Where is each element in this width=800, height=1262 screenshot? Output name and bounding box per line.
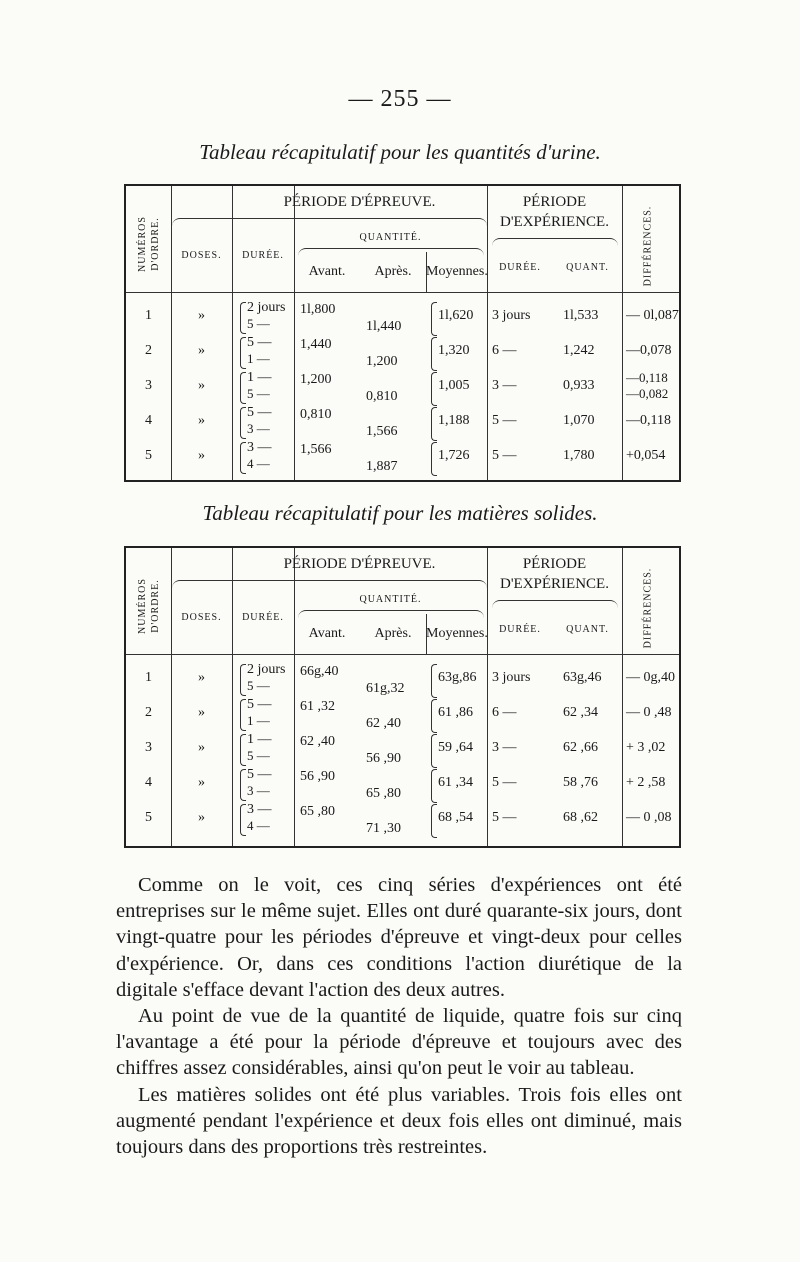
- table2-row-2-dose: »: [198, 705, 205, 720]
- table1-row-1-num: 1: [145, 308, 152, 323]
- paragraph-3: Les matières solides ont été plus variables. Trois fois elles ont augmenté pendant l'expérience et deux fois elles ont diminué, mais toujours dans des proportions très restreintes.: [116, 1083, 682, 1159]
- table2-row-3-exp-quant: 62 ,66: [563, 740, 598, 755]
- table1-col-line-1: [232, 186, 233, 480]
- table1-numeros-ordre-line: D'ORDRE.: [150, 216, 161, 271]
- table2-quantite-header: QUANTITÉ.: [359, 594, 422, 605]
- page-number: — 255 —: [348, 86, 452, 112]
- table1-row-5-exp-duree: 5 —: [492, 448, 517, 463]
- table2-row-2-avant: 61 ,32: [300, 699, 335, 714]
- table1-doses-header: DOSES.: [181, 250, 222, 261]
- table1-row-4-duree-bracket: [240, 407, 246, 439]
- table1-quantite-brace: [298, 248, 484, 257]
- table1-numeros-ordre-line: NUMÉROS: [137, 215, 148, 272]
- table1-apres-header: Après.: [374, 264, 412, 279]
- table2-row-3-moyenne-bracket: [431, 734, 437, 768]
- table2-row-2-exp-quant: 62 ,34: [563, 705, 598, 720]
- table2-row-2-moyenne-bracket: [431, 699, 437, 733]
- table1-row-1-dose: »: [198, 308, 205, 323]
- table2-row-1-dose: »: [198, 670, 205, 685]
- table1-row-2-diff: —0,078: [626, 343, 672, 358]
- table2-numeros-ordre-line: NUMÉROS: [137, 577, 148, 634]
- table1-row-2-apres: 1,200: [366, 354, 398, 369]
- table1-avant-header: Avant.: [308, 264, 346, 279]
- table2-row-4-apres: 65 ,80: [366, 786, 401, 801]
- table1-row-5-dose: »: [198, 448, 205, 463]
- table2-periode-experience-brace: [492, 600, 618, 609]
- table2-solid-matter: [124, 546, 681, 848]
- table1-row-4-dose: »: [198, 413, 205, 428]
- table1-periode-experience-header: [487, 192, 622, 232]
- table1-row-1-duree-b: 5 —: [247, 316, 270, 331]
- table2-row-3-moyenne: 59 ,64: [438, 740, 473, 755]
- table1-moyennes-header: Moyennes.: [426, 264, 488, 279]
- table1-periode-epreuve-header: PÉRIODE D'ÉPREUVE.: [283, 194, 436, 210]
- table2-row-3-exp-duree: 3 —: [492, 740, 517, 755]
- table1-row-3-diff-a: —0,118: [626, 370, 668, 385]
- table1-row-1-duree-a: 2 jours: [247, 300, 286, 315]
- table2-row-5-dose: »: [198, 810, 205, 825]
- table1-row-5-diff: +0,054: [626, 448, 666, 463]
- table1-row-5-duree-b: 4 —: [247, 456, 270, 471]
- table2-row-1-apres: 61g,32: [366, 681, 405, 696]
- table2-row-1-moyenne-bracket: [431, 664, 437, 698]
- table2-row-2-duree-a: 5 —: [247, 697, 272, 712]
- table2-avant-header: Avant.: [308, 626, 346, 641]
- table1-row-1-moyenne: 1l,620: [438, 308, 474, 323]
- table1-row-4-num: 4: [145, 413, 152, 428]
- table2-row-5-apres: 71 ,30: [366, 821, 401, 836]
- table2-row-1-duree-bracket: [240, 664, 246, 696]
- table2-duree-header: DURÉE.: [242, 612, 284, 623]
- table2-row-1-diff: — 0g,40: [626, 670, 675, 685]
- table1-row-5-moyenne: 1,726: [438, 448, 470, 463]
- table1-quantite-header: QUANTITÉ.: [359, 232, 422, 243]
- table2-periode-experience-line: PÉRIODE: [522, 556, 587, 572]
- table2-row-5-num: 5: [145, 810, 152, 825]
- table1-row-3-duree-bracket: [240, 372, 246, 404]
- table1-row-5-num: 5: [145, 448, 152, 463]
- table2-differences-header: [619, 558, 677, 658]
- table1-periode-experience-brace: [492, 238, 618, 247]
- table2-row-2-exp-duree: 6 —: [492, 705, 517, 720]
- table2-row-3-duree-a: 1 —: [247, 732, 272, 747]
- table2-row-3-num: 3: [145, 740, 152, 755]
- table1-differences-header: [619, 196, 677, 296]
- table1-duree-header: DURÉE.: [242, 250, 284, 261]
- table1-row-3-moyenne-bracket: [431, 372, 437, 406]
- table1-row-1-exp-quant: 1l,533: [563, 308, 599, 323]
- table2-row-5-duree-bracket: [240, 804, 246, 836]
- table1-row-2-exp-quant: 1,242: [563, 343, 595, 358]
- table2-exp-quant-header: QUANT.: [566, 624, 609, 635]
- table2-row-5-moyenne-bracket: [431, 804, 437, 838]
- table2-row-3-avant: 62 ,40: [300, 734, 335, 749]
- table1-row-5-duree-bracket: [240, 442, 246, 474]
- table2-exp-duree-header: DURÉE.: [499, 624, 541, 635]
- table1-differences-label: DIFFÉRENCES.: [642, 205, 654, 287]
- table1-row-2-duree-bracket: [240, 337, 246, 369]
- table2-numeros-ordre-header: [128, 558, 170, 653]
- table2-row-4-duree-a: 5 —: [247, 767, 272, 782]
- table2-row-5-diff: — 0 ,08: [626, 810, 672, 825]
- table2-moyennes-header: Moyennes.: [426, 626, 488, 641]
- table1-row-3-apres: 0,810: [366, 389, 398, 404]
- table1-row-4-exp-quant: 1,070: [563, 413, 595, 428]
- table1-row-4-avant: 0,810: [300, 407, 332, 422]
- table1-row-1-apres: 1l,440: [366, 319, 402, 334]
- table2-col-line-1: [232, 548, 233, 846]
- table1-row-4-moyenne: 1,188: [438, 413, 470, 428]
- table2-doses-header: DOSES.: [181, 612, 222, 623]
- paragraph-1: Comme on le voit, ces cinq séries d'expériences ont été entreprises sur le même sujet. Elles ont duré quarante-six jours, dont vingt-quatre pour les périodes d'épreuve et vingt-deux pour celles d'expérience. Or, dans ces conditions l'action diurétique de la digitale s'efface devant l'action des deux autres.: [116, 874, 682, 1001]
- table2-row-3-dose: »: [198, 740, 205, 755]
- table2-row-1-num: 1: [145, 670, 152, 685]
- table1-row-3-moyenne: 1,005: [438, 378, 470, 393]
- table2-row-3-diff: + 3 ,02: [626, 740, 666, 755]
- table2-row-2-duree-bracket: [240, 699, 246, 731]
- table2-differences-label: DIFFÉRENCES.: [642, 567, 654, 649]
- table2-header-rule: [126, 654, 679, 655]
- table2-col-line-0: [171, 548, 172, 846]
- table2-row-1-duree-b: 5 —: [247, 678, 270, 693]
- table2-row-2-diff: — 0 ,48: [626, 705, 672, 720]
- table1-col-line-0: [171, 186, 172, 480]
- table1-periode-experience-line: PÉRIODE: [522, 194, 587, 210]
- table1-row-1-duree-bracket: [240, 302, 246, 334]
- table2-row-4-moyenne: 61 ,34: [438, 775, 473, 790]
- table2-row-3-duree-bracket: [240, 734, 246, 766]
- table1-row-3-duree-a: 1 —: [247, 370, 272, 385]
- table2-periode-epreuve-brace: [172, 580, 487, 589]
- table2-row-4-duree-b: 3 —: [247, 783, 270, 798]
- table2-row-1-duree-a: 2 jours: [247, 662, 286, 677]
- table2-row-4-avant: 56 ,90: [300, 769, 335, 784]
- table1-row-3-dose: »: [198, 378, 205, 393]
- table1-row-5-apres: 1,887: [366, 459, 398, 474]
- table1-row-2-duree-b: 1 —: [247, 351, 270, 366]
- table1-row-2-num: 2: [145, 343, 152, 358]
- paragraph-2: Au point de vue de la quantité de liquide, quatre fois sur cinq l'avantage a été pour la période d'épreuve et toujours avec des chiffres assez considérables, ainsi qu'on peut le voir au tableau.: [116, 1005, 682, 1080]
- table2-row-4-duree-bracket: [240, 769, 246, 801]
- table2-row-1-exp-duree: 3 jours: [492, 670, 531, 685]
- table1-row-3-avant: 1,200: [300, 372, 332, 387]
- table2-col-line-2: [294, 548, 295, 846]
- table1-col-line-2: [294, 186, 295, 480]
- table1-row-4-exp-duree: 5 —: [492, 413, 517, 428]
- table2-row-5-duree-b: 4 —: [247, 818, 270, 833]
- table1-row-3-exp-duree: 3 —: [492, 378, 517, 393]
- table1-row-2-exp-duree: 6 —: [492, 343, 517, 358]
- table1-row-2-dose: »: [198, 343, 205, 358]
- table1-numeros-ordre-label: [136, 216, 162, 272]
- table2-row-2-apres: 62 ,40: [366, 716, 401, 731]
- table1-row-4-duree-a: 5 —: [247, 405, 272, 420]
- table1-row-5-moyenne-bracket: [431, 442, 437, 476]
- table1-row-4-diff: —0,118: [626, 413, 671, 428]
- table2-row-4-diff: + 2 ,58: [626, 775, 666, 790]
- table2-row-1-avant: 66g,40: [300, 664, 339, 679]
- table2-numeros-ordre-label: [136, 578, 162, 634]
- table2-apres-header: Après.: [374, 626, 412, 641]
- table1-header-rule: [126, 292, 679, 293]
- table2-row-1-exp-quant: 63g,46: [563, 670, 602, 685]
- table1-exp-quant-header: QUANT.: [566, 262, 609, 273]
- table2-quantite-brace: [298, 610, 484, 619]
- table1-exp-duree-header: DURÉE.: [499, 262, 541, 273]
- table1-row-3-diff-b: —0,082: [626, 386, 669, 401]
- table2-row-3-duree-b: 5 —: [247, 748, 270, 763]
- table2-row-4-exp-quant: 58 ,76: [563, 775, 598, 790]
- table1-row-5-avant: 1,566: [300, 442, 332, 457]
- table1-row-1-avant: 1l,800: [300, 302, 336, 317]
- table1-row-2-moyenne: 1,320: [438, 343, 470, 358]
- table1-row-5-exp-quant: 1,780: [563, 448, 595, 463]
- table2-row-5-duree-a: 3 —: [247, 802, 272, 817]
- table2-row-2-duree-b: 1 —: [247, 713, 270, 728]
- table1-row-3-num: 3: [145, 378, 152, 393]
- table1-periode-experience-line: D'EXPÉRIENCE.: [500, 214, 609, 230]
- table1-numeros-ordre-header: [128, 196, 170, 291]
- table2-row-5-exp-quant: 68 ,62: [563, 810, 598, 825]
- table1-row-1-diff: — 0l,087: [626, 308, 679, 323]
- table2-numeros-ordre-line: D'ORDRE.: [150, 578, 161, 633]
- table2-row-2-moyenne: 61 ,86: [438, 705, 473, 720]
- table1-row-2-moyenne-bracket: [431, 337, 437, 371]
- table2-periode-epreuve-header: PÉRIODE D'ÉPREUVE.: [283, 556, 436, 572]
- table1-row-1-moyenne-bracket: [431, 302, 437, 336]
- table1-row-2-duree-a: 5 —: [247, 335, 272, 350]
- table2-row-2-num: 2: [145, 705, 152, 720]
- body-text: [116, 872, 682, 1160]
- table1-urine-quantities: [124, 184, 681, 482]
- table2-row-4-exp-duree: 5 —: [492, 775, 517, 790]
- table2-periode-experience-line: D'EXPÉRIENCE.: [500, 576, 609, 592]
- table1-periode-epreuve-brace: [172, 218, 487, 227]
- table2-row-4-moyenne-bracket: [431, 769, 437, 803]
- table2-row-4-dose: »: [198, 775, 205, 790]
- table1-row-3-exp-quant: 0,933: [563, 378, 595, 393]
- table1-row-5-duree-a: 3 —: [247, 440, 272, 455]
- table1-row-4-duree-b: 3 —: [247, 421, 270, 436]
- table2-caption: Tableau récapitulatif pour les matières solides.: [202, 501, 598, 525]
- table2-row-1-moyenne: 63g,86: [438, 670, 477, 685]
- table1-row-4-apres: 1,566: [366, 424, 398, 439]
- table2-row-4-num: 4: [145, 775, 152, 790]
- table2-row-5-exp-duree: 5 —: [492, 810, 517, 825]
- table2-row-5-avant: 65 ,80: [300, 804, 335, 819]
- table2-row-3-apres: 56 ,90: [366, 751, 401, 766]
- table1-row-1-exp-duree: 3 jours: [492, 308, 531, 323]
- table1-row-2-avant: 1,440: [300, 337, 332, 352]
- table1-row-3-duree-b: 5 —: [247, 386, 270, 401]
- table1-row-4-moyenne-bracket: [431, 407, 437, 441]
- table1-caption: Tableau récapitulatif pour les quantités d'urine.: [199, 140, 601, 164]
- table2-periode-experience-header: [487, 554, 622, 594]
- table2-row-5-moyenne: 68 ,54: [438, 810, 473, 825]
